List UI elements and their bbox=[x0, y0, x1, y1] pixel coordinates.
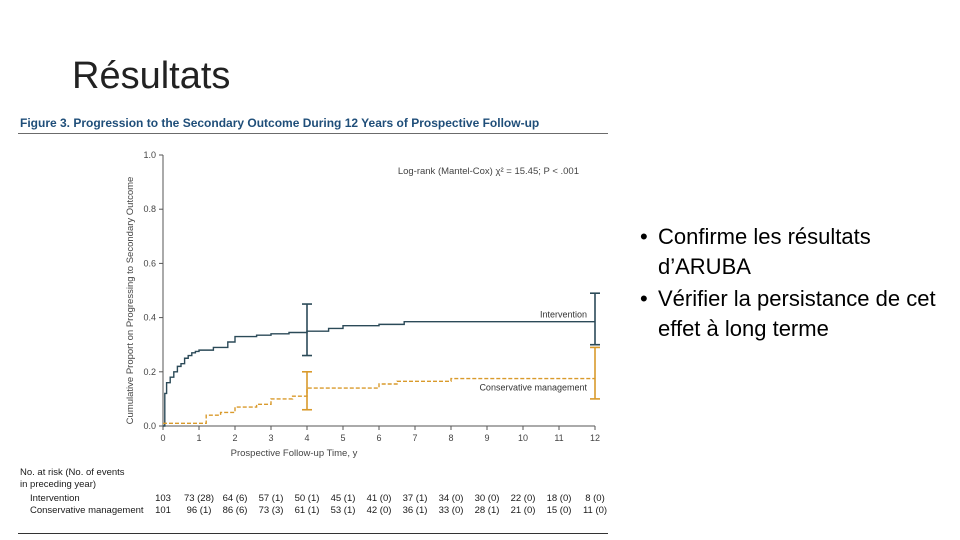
y-tick-label: 0.4 bbox=[143, 312, 156, 323]
risk-row-label: Conservative management bbox=[30, 505, 144, 516]
risk-cell: 41 (0) bbox=[366, 493, 392, 504]
risk-cell: 61 (1) bbox=[294, 505, 320, 516]
risk-cell: 15 (0) bbox=[546, 505, 572, 516]
x-tick-label: 0 bbox=[160, 433, 166, 443]
risk-cell: 11 (0) bbox=[582, 505, 608, 516]
risk-cell: 50 (1) bbox=[294, 493, 320, 504]
intervention-curve bbox=[163, 322, 595, 426]
risk-cell: 36 (1) bbox=[402, 505, 428, 516]
x-axis-label: Prospective Follow-up Time, y bbox=[230, 448, 358, 459]
y-tick-label: 0.2 bbox=[143, 366, 156, 377]
risk-row-label: Intervention bbox=[30, 493, 80, 504]
slide-title: Résultats bbox=[72, 55, 231, 97]
risk-cell: 21 (0) bbox=[510, 505, 536, 516]
y-tick-label: 1.0 bbox=[143, 150, 156, 160]
risk-cell: 53 (1) bbox=[330, 505, 356, 516]
x-tick-label: 9 bbox=[484, 433, 490, 443]
y-axis-label: Cumulative Proport on Progressing to Secondary Outcome bbox=[125, 176, 136, 425]
risk-cell: 73 (3) bbox=[258, 505, 284, 516]
logrank-annotation: Log-rank (Mantel-Cox) χ² = 15.45; P < .001 bbox=[397, 165, 579, 177]
risk-cell: 34 (0) bbox=[438, 493, 464, 504]
bullet-item: • Confirme les résultats d’ARUBA bbox=[640, 222, 940, 282]
bullet-list bbox=[640, 222, 940, 346]
risk-table-header: in preceding year) bbox=[20, 479, 97, 490]
x-tick-label: 8 bbox=[448, 433, 454, 443]
x-tick-label: 7 bbox=[412, 433, 418, 443]
risk-cell: 64 (6) bbox=[222, 493, 248, 504]
x-tick-label: 1 bbox=[196, 433, 202, 443]
risk-cell: 86 (6) bbox=[222, 505, 248, 516]
y-tick-label: 0.6 bbox=[143, 258, 156, 269]
figure-bottom-rule bbox=[18, 533, 608, 534]
risk-cell: 8 (0) bbox=[585, 493, 605, 504]
x-tick-label: 6 bbox=[376, 433, 382, 443]
x-tick-label: 10 bbox=[517, 433, 529, 443]
figure-title: Figure 3. Progression to the Secondary Outcome During 12 Years of Prospective Follow-up bbox=[20, 116, 540, 130]
y-tick-label: 0.0 bbox=[143, 421, 156, 431]
series-label-conservative: Conservative management bbox=[479, 382, 587, 393]
y-tick-label: 0.8 bbox=[143, 204, 156, 215]
risk-cell: 30 (0) bbox=[474, 493, 500, 504]
risk-cell: 101 bbox=[155, 505, 171, 516]
risk-cell: 42 (0) bbox=[366, 505, 392, 516]
risk-cell: 22 (0) bbox=[510, 493, 536, 504]
risk-cell: 96 (1) bbox=[186, 505, 212, 516]
risk-cell: 45 (1) bbox=[330, 493, 356, 504]
km-plot bbox=[18, 110, 608, 535]
x-tick-label: 5 bbox=[340, 433, 346, 443]
risk-table-header: No. at risk (No. of events bbox=[20, 467, 125, 478]
risk-cell: 28 (1) bbox=[474, 505, 500, 516]
risk-cell: 33 (0) bbox=[438, 505, 464, 516]
x-tick-label: 12 bbox=[589, 433, 601, 443]
series-label-intervention: Intervention bbox=[539, 309, 587, 320]
risk-cell: 103 bbox=[155, 493, 171, 504]
x-tick-label: 4 bbox=[304, 433, 310, 443]
x-tick-label: 2 bbox=[232, 433, 238, 443]
risk-cell: 73 (28) bbox=[183, 493, 215, 504]
risk-cell: 18 (0) bbox=[546, 493, 572, 504]
bullet-item: • Vérifier la persistance de cet effet à long terme bbox=[640, 284, 940, 344]
x-tick-label: 3 bbox=[268, 433, 274, 443]
km-figure bbox=[18, 110, 608, 535]
risk-cell: 37 (1) bbox=[402, 493, 428, 504]
risk-cell: 57 (1) bbox=[258, 493, 284, 504]
x-tick-label: 11 bbox=[554, 433, 564, 443]
